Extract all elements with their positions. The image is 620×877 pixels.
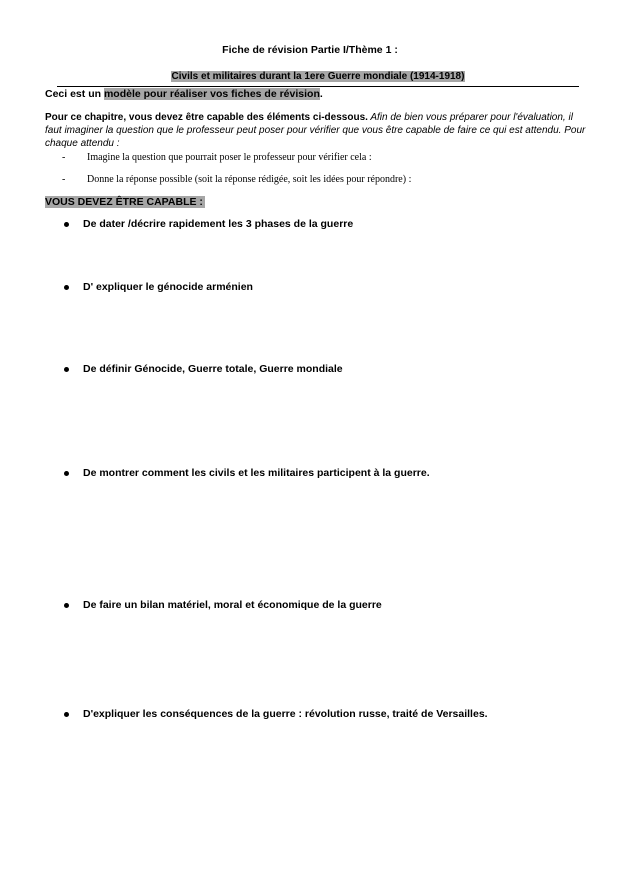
objective-text: De montrer comment les civils et les militaires participent à la guerre. (83, 467, 430, 479)
objective-text: D'expliquer les conséquences de la guerre : révolution russe, traité de Versailles. (83, 708, 488, 720)
intro-highlight: modèle pour réaliser vos fiches de révision (103, 88, 320, 100)
objective-text: De faire un bilan matériel, moral et économique de la guerre (83, 599, 382, 611)
page-title: Fiche de révision Partie I/Thème 1 : (222, 44, 398, 56)
dash-item (62, 152, 582, 174)
bullet-icon (64, 285, 69, 290)
dash-list (62, 152, 582, 196)
dash-item (62, 174, 582, 196)
section-heading: VOUS DEVEZ ÊTRE CAPABLE : (45, 196, 203, 208)
objective-text: De définir Génocide, Guerre totale, Guerre mondiale (83, 363, 343, 375)
bullet-icon (64, 712, 69, 717)
objective-text: De dater /décrire rapidement les 3 phases de la guerre (83, 218, 354, 230)
intro-text-after: . (319, 88, 323, 100)
dash-marker: - (62, 152, 66, 163)
dash-item-text: Imagine la question que pourrait poser le professeur pour vérifier cela : (87, 152, 372, 163)
instructions-bold: Pour ce chapitre, vous devez être capable des éléments ci-dessous. (45, 112, 368, 123)
instructions-italic: Afin de bien vous préparer pour l'évaluation, il faut imaginer la question que le professeur peut poser pour vérifier que vous être capable de faire ce qui est attendu. Pour chaque attendu : (45, 112, 586, 149)
intro-text-before: Ceci est un (45, 88, 104, 100)
bullet-icon (64, 603, 69, 608)
page-subtitle: Civils et militaires durant la 1ere Guerre mondiale (1914-1918) (171, 71, 465, 82)
subtitle-block (57, 66, 579, 87)
bullet-icon (64, 222, 69, 227)
bullet-icon (64, 471, 69, 476)
objective-text: D' expliquer le génocide arménien (83, 281, 253, 293)
intro-line (45, 88, 323, 100)
dash-marker: - (62, 174, 66, 185)
dash-item-text: Donne la réponse possible (soit la réponse rédigée, soit les idées pour répondre) : (87, 174, 412, 185)
bullet-icon (64, 367, 69, 372)
instructions-paragraph (45, 111, 590, 150)
